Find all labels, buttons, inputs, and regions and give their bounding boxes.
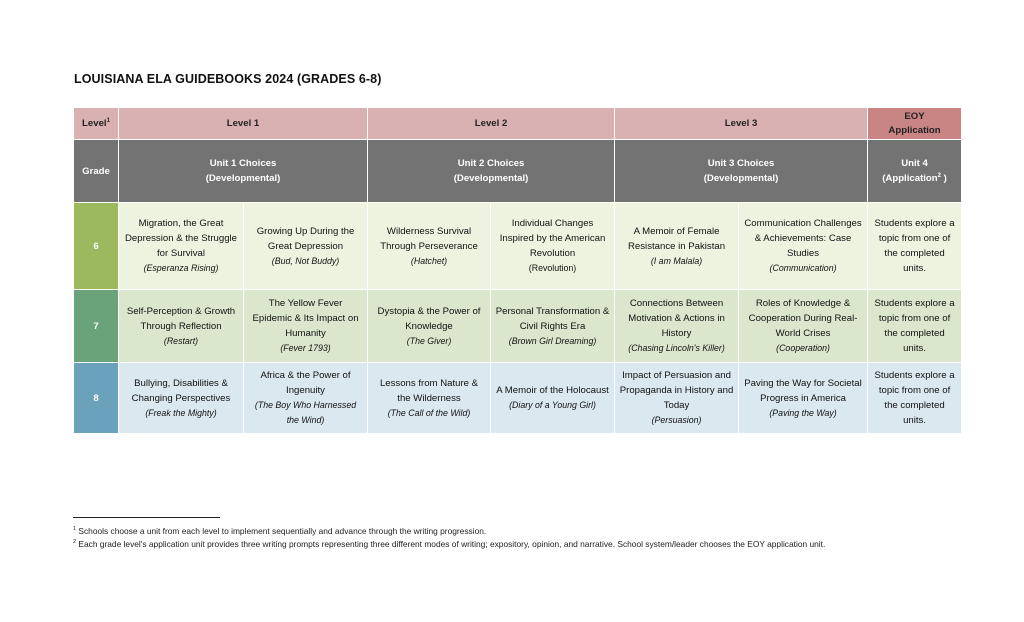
grade-8-row bbox=[74, 363, 962, 434]
unit-book: (Freak the Mighty) bbox=[145, 407, 217, 418]
unit-book: (Brown Girl Dreaming) bbox=[508, 335, 597, 346]
unit-cell bbox=[119, 363, 244, 434]
grade-7-label: 7 bbox=[74, 290, 119, 363]
unit-cell bbox=[491, 203, 615, 290]
unit-topic: Roles of Knowledge & Cooperation During Real-World Crises bbox=[748, 298, 858, 339]
unit-cell bbox=[244, 290, 368, 363]
unit-2-header bbox=[368, 140, 615, 203]
unit-topic: Communication Challenges & Achievements: Case Studies bbox=[744, 218, 862, 259]
unit-cell bbox=[368, 290, 491, 363]
grade-6-label: 6 bbox=[74, 203, 119, 290]
footnote-2-mark: 2 bbox=[73, 539, 77, 546]
unit-cell bbox=[491, 290, 615, 363]
unit-4-header bbox=[868, 140, 962, 203]
unit-4-type-close: ) bbox=[941, 173, 947, 184]
grade-label: Grade bbox=[74, 140, 119, 203]
unit-book: (Communication) bbox=[769, 263, 837, 273]
application-cell: Students explore a topic from one of the completed units. bbox=[868, 203, 962, 290]
unit-book: (Bud, Not Buddy) bbox=[271, 255, 340, 266]
unit-1-header bbox=[119, 140, 368, 203]
unit-topic: Lessons from Nature & the Wilderness bbox=[379, 377, 479, 404]
grade-6-row bbox=[74, 203, 962, 290]
unit-2-type: (Developmental) bbox=[453, 173, 529, 184]
unit-topic: Self-Perception & Growth Through Reflection bbox=[126, 305, 236, 332]
application-label: Application bbox=[888, 124, 941, 136]
unit-book: (The Boy Who Harnessed the Wind) bbox=[254, 400, 357, 425]
level-label: Level bbox=[82, 118, 107, 129]
footnote-divider bbox=[73, 517, 220, 518]
unit-book: (I am Malala) bbox=[650, 255, 703, 266]
unit-topic: Personal Transformation & Civil Rights Era bbox=[495, 305, 610, 332]
unit-cell bbox=[119, 203, 244, 290]
unit-topic: Bullying, Disabilities & Changing Perspectives bbox=[131, 377, 231, 404]
eoy-label: EOY bbox=[904, 110, 925, 122]
unit-book: (Fever 1793) bbox=[280, 343, 331, 353]
unit-book: (Restart) bbox=[163, 335, 199, 346]
footnote-1-mark: 1 bbox=[73, 526, 77, 533]
unit-header-row bbox=[74, 140, 962, 203]
unit-cell bbox=[615, 363, 739, 434]
grade-7-row bbox=[74, 290, 962, 363]
unit-book: (Paving the Way) bbox=[769, 407, 837, 418]
unit-topic: A Memoir of the Holocaust bbox=[496, 385, 609, 396]
application-cell: Students explore a topic from one of the completed units. bbox=[868, 290, 962, 363]
unit-4-footnote-mark: 2 bbox=[937, 172, 941, 179]
unit-cell bbox=[368, 203, 491, 290]
unit-topic: Connections Between Motivation & Actions in History bbox=[628, 298, 725, 339]
unit-book: (Revolution) bbox=[528, 263, 577, 273]
unit-topic: Migration, the Great Depression & the Struggle for Survival bbox=[125, 218, 237, 259]
document-title: LOUISIANA ELA GUIDEBOOKS 2024 (GRADES 6-8) bbox=[74, 72, 382, 86]
unit-cell bbox=[615, 290, 739, 363]
grade-8-label: 8 bbox=[74, 363, 119, 434]
eoy-application-header bbox=[868, 108, 962, 140]
unit-book: (Cooperation) bbox=[776, 343, 830, 353]
guidebook-table bbox=[73, 107, 962, 434]
unit-topic: A Memoir of Female Resistance in Pakistan bbox=[628, 225, 726, 252]
unit-topic: The Yellow Fever Epidemic & Its Impact on Humanity bbox=[252, 298, 359, 339]
unit-topic: Impact of Persuasion and Propaganda in History and Today bbox=[619, 370, 734, 411]
unit-book: (Hatchet) bbox=[410, 255, 448, 266]
unit-topic: Dystopia & the Power of Knowledge bbox=[377, 305, 481, 332]
unit-topic: Growing Up During the Great Depression bbox=[256, 225, 355, 252]
unit-3-header bbox=[615, 140, 868, 203]
unit-topic: Paving the Way for Societal Progress in America bbox=[744, 377, 862, 404]
footnote-2 bbox=[73, 539, 825, 549]
level-1-header: Level 1 bbox=[119, 108, 368, 140]
level-3-header: Level 3 bbox=[615, 108, 868, 140]
level-2-header: Level 2 bbox=[368, 108, 615, 140]
footnote-1 bbox=[73, 526, 486, 536]
unit-topic: Individual Changes Inspired by the American Revolution bbox=[499, 218, 606, 259]
application-cell: Students explore a topic from one of the completed units. bbox=[868, 363, 962, 434]
level-footnote-mark: 1 bbox=[106, 117, 110, 124]
level-header-row bbox=[74, 108, 962, 140]
unit-cell bbox=[739, 363, 868, 434]
unit-2-title: Unit 2 Choices bbox=[457, 158, 525, 169]
unit-cell bbox=[119, 290, 244, 363]
unit-book: (Diary of a Young Girl) bbox=[509, 400, 596, 410]
unit-book: (Chasing Lincoln's Killer) bbox=[628, 343, 725, 353]
unit-1-type: (Developmental) bbox=[205, 173, 281, 184]
unit-cell bbox=[491, 363, 615, 434]
footnote-2-text: Each grade level's application unit provides three writing prompts representing three different modes of writing; expository, opinion, and narrative. School system/leader chooses the EOY application unit. bbox=[78, 539, 826, 549]
footnote-1-text: Schools choose a unit from each level to implement sequentially and advance through the writing progression. bbox=[78, 526, 487, 536]
unit-cell bbox=[368, 363, 491, 434]
unit-1-title: Unit 1 Choices bbox=[209, 158, 277, 169]
unit-cell bbox=[244, 363, 368, 434]
unit-cell bbox=[244, 203, 368, 290]
unit-book: (Persuasion) bbox=[651, 415, 702, 425]
unit-book: (Esperanza Rising) bbox=[143, 263, 219, 273]
unit-topic: Africa & the Power of Ingenuity bbox=[260, 370, 351, 396]
unit-4-type: (Application bbox=[882, 173, 938, 184]
unit-3-type: (Developmental) bbox=[703, 173, 779, 184]
unit-cell bbox=[739, 203, 868, 290]
unit-cell bbox=[615, 203, 739, 290]
unit-cell bbox=[739, 290, 868, 363]
unit-book: (The Giver) bbox=[406, 335, 452, 346]
unit-topic: Wilderness Survival Through Perseverance bbox=[380, 225, 478, 252]
unit-book: (The Call of the Wild) bbox=[387, 407, 471, 418]
unit-3-title: Unit 3 Choices bbox=[707, 158, 775, 169]
level-label-cell bbox=[74, 108, 119, 140]
unit-4-title: Unit 4 bbox=[901, 158, 928, 169]
